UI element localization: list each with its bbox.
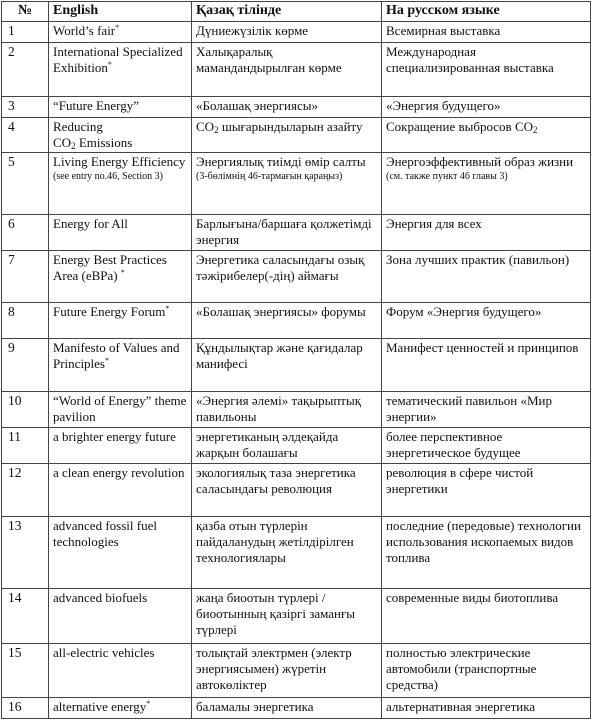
term-russian: Манифест ценностей и принципов — [382, 339, 591, 392]
row-number: 12 — [2, 464, 49, 517]
term-russian: более перспективное энергетическое будущее — [382, 428, 591, 464]
term-english: advanced fossil fuel technologies — [49, 517, 192, 589]
term-russian: современные виды биотоплива — [382, 589, 591, 644]
row-number: 5 — [2, 153, 49, 215]
row-number: 3 — [2, 97, 49, 118]
term-russian: Форум «Энергия будущего» — [382, 303, 591, 339]
table-row — [2, 428, 591, 464]
term-kazakh: $CO_2$ шығарындыларын азайту — [192, 118, 382, 153]
table-row — [2, 303, 591, 339]
term-kazakh: «Болашақ энергиясы» форумы — [192, 303, 382, 339]
term-kazakh: Энергиялық тиімді өмір салты (3-бөлімнің 46-тармағын қараңыз) — [192, 153, 382, 215]
table-row — [2, 22, 591, 43]
cross-reference-note: (3-бөлімнің 46-тармағын қараңыз) — [196, 171, 343, 182]
term-english: all-electric vehicles — [49, 644, 192, 698]
term-english: Energy for All — [49, 215, 192, 251]
table-row — [2, 644, 591, 698]
term-kazakh: Энергетика саласындағы озық тәжірибелер(-дің) аймағы — [192, 251, 382, 303]
term-english: World’s fair* — [49, 22, 192, 43]
term-russian: Энергоэффективный образ жизни (см. также пункт 46 главы 3) — [382, 153, 591, 215]
term-kazakh: энергетиканың әлдеқайда жарқын болашағы — [192, 428, 382, 464]
term-russian: Зона лучших практик (павильон) — [382, 251, 591, 303]
row-number: 15 — [2, 644, 49, 698]
term-kazakh: баламалы энергетика — [192, 698, 382, 719]
row-number: 10 — [2, 392, 49, 428]
table-row — [2, 392, 591, 428]
term-kazakh: Барлығына/баршаға қолжетімді энергия — [192, 215, 382, 251]
glossary-table — [1, 1, 591, 719]
term-russian: Энергия для всех — [382, 215, 591, 251]
table-row — [2, 698, 591, 719]
term-kazakh: толықтай электрмен (электр энергиясымен) жүретін автокөліктер — [192, 644, 382, 698]
header-kazakh: Қазақ тілінде — [192, 2, 382, 22]
term-russian: «Энергия будущего» — [382, 97, 591, 118]
table-row — [2, 153, 591, 215]
term-kazakh: қазба отын түрлерін пайдаланудың жетілдірілген технологиялары — [192, 517, 382, 589]
term-kazakh: «Энергия әлемі» тақырыптық павильоны — [192, 392, 382, 428]
row-number: 13 — [2, 517, 49, 589]
cross-reference-note: (см. также пункт 46 главы 3) — [386, 171, 508, 182]
row-number: 14 — [2, 589, 49, 644]
row-number: 9 — [2, 339, 49, 392]
header-english: English — [49, 2, 192, 22]
term-kazakh: Құндылықтар және қағидалар манифесі — [192, 339, 382, 392]
table-row — [2, 517, 591, 589]
table-row — [2, 589, 591, 644]
table-row — [2, 43, 591, 97]
term-kazakh: экологиялық таза энергетика саласындағы революция — [192, 464, 382, 517]
term-kazakh: «Болашақ энергиясы» — [192, 97, 382, 118]
term-english: advanced biofuels — [49, 589, 192, 644]
term-english: Energy Best Practices Area (eBPa) * — [49, 251, 192, 303]
term-kazakh: жаңа биоотын түрлері / биоотынның қазіргі заманғы түрлері — [192, 589, 382, 644]
term-english: International Specialized Exhibition* — [49, 43, 192, 97]
table-row — [2, 251, 591, 303]
term-russian: последние (передовые) технологии использования ископаемых видов топлива — [382, 517, 591, 589]
header-russian: На русском языке — [382, 2, 591, 22]
table-row — [2, 464, 591, 517]
term-russian: Сокращение выбросов $CO_2$ — [382, 118, 591, 153]
table-row — [2, 215, 591, 251]
term-russian: Всемирная выставка — [382, 22, 591, 43]
term-english: a brighter energy future — [49, 428, 192, 464]
term-russian: полностью электрические автомобили (транспортные средства) — [382, 644, 591, 698]
row-number: 7 — [2, 251, 49, 303]
term-english: alternative energy* — [49, 698, 192, 719]
row-number: 4 — [2, 118, 49, 153]
term-english: Future Energy Forum* — [49, 303, 192, 339]
header-row — [2, 2, 591, 22]
row-number: 6 — [2, 215, 49, 251]
term-russian: революция в сфере чистой энергетики — [382, 464, 591, 517]
row-number: 11 — [2, 428, 49, 464]
table-row — [2, 339, 591, 392]
term-english: Living Energy Efficiency (see entry no.46, Section 3) — [49, 153, 192, 215]
term-english: a clean energy revolution — [49, 464, 192, 517]
row-number: 8 — [2, 303, 49, 339]
table-row — [2, 97, 591, 118]
term-english: “Future Energy” — [49, 97, 192, 118]
term-russian: альтернативная энергетика — [382, 698, 591, 719]
term-english: “World of Energy” theme pavilion — [49, 392, 192, 428]
header-number: № — [2, 2, 49, 22]
term-english: Manifesto of Values and Principles* — [49, 339, 192, 392]
cross-reference-note: (see entry no.46, Section 3) — [53, 171, 163, 182]
term-english: Reducing $CO_2$ Emissions — [49, 118, 192, 153]
table-row — [2, 118, 591, 153]
term-kazakh: Халықаралық мамандандырылған көрме — [192, 43, 382, 97]
term-kazakh: Дүниежүзілік көрме — [192, 22, 382, 43]
term-russian: тематический павильон «Мир энергии» — [382, 392, 591, 428]
row-number: 1 — [2, 22, 49, 43]
row-number: 2 — [2, 43, 49, 97]
row-number: 16 — [2, 698, 49, 719]
term-russian: Международная специализированная выставка — [382, 43, 591, 97]
